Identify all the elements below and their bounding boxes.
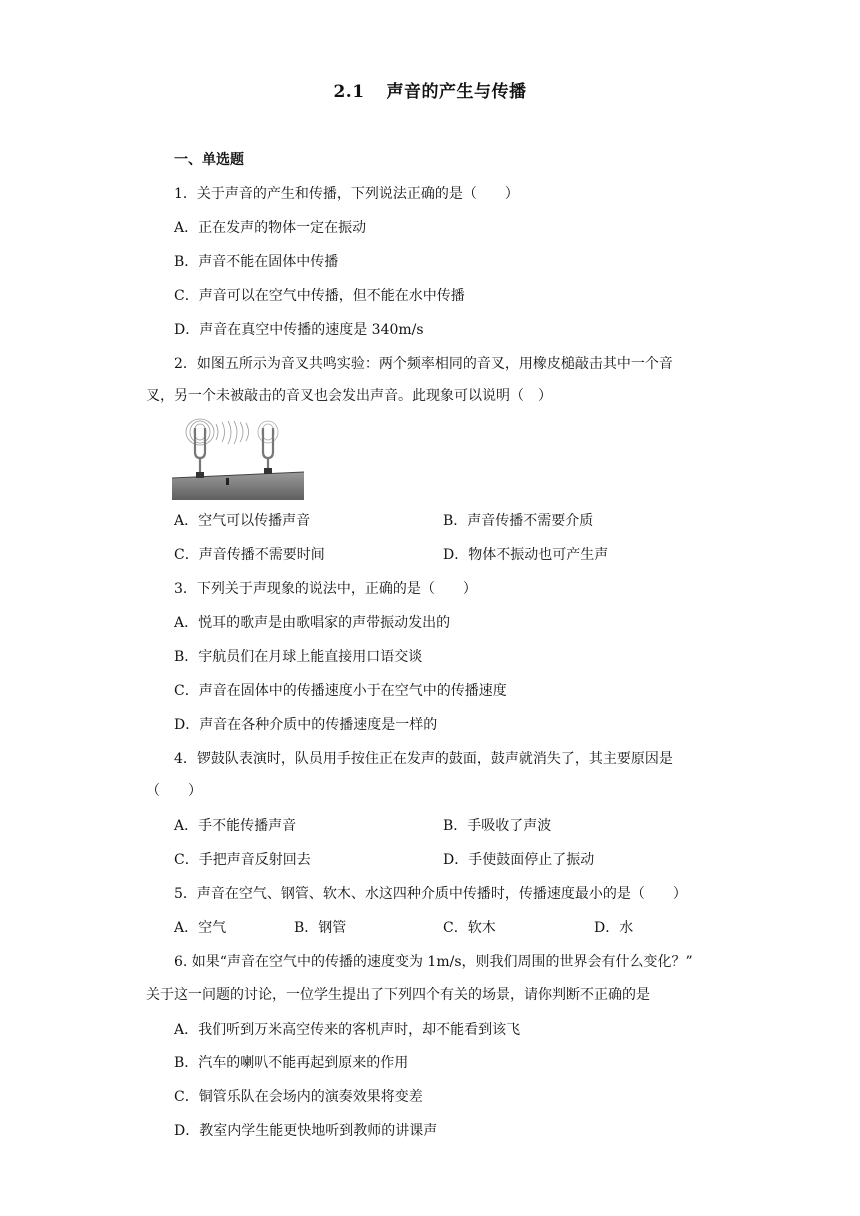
q3-option-d: D．声音在各种介质中的传播速度是一样的 [174, 717, 438, 733]
q2-option-a: A．空气可以传播声音 [174, 513, 311, 529]
page-title [0, 77, 860, 102]
q4-option-a: A．手不能传播声音 [174, 818, 297, 834]
q6-option-d: D．教室内学生能更快地听到教师的讲课声 [174, 1123, 438, 1139]
q4-stem-line2: （ ） [146, 783, 202, 799]
q2-stem-line2: 叉，另一个未被敲击的音叉也会发出声音。此现象可以说明（ ） [146, 388, 552, 404]
q3-option-c: C．声音在固体中的传播速度小于在空气中的传播速度 [174, 683, 507, 699]
title-text: 声音的产生与传播 [386, 82, 527, 102]
q6-stem-line1: 6. 如果“声音在空气中的传播的速度变为 1m/s，则我们周围的世界会有什么变化？” [174, 954, 693, 970]
q1-option-b: B．声音不能在固体中传播 [174, 254, 339, 270]
q2-option-d: D．物体不振动也可产生声 [443, 547, 609, 563]
q2-option-b: B．声音传播不需要介质 [443, 513, 594, 529]
q5-option-a: A．空气 [174, 920, 227, 936]
q5-option-d: D．水 [594, 920, 634, 936]
q1-option-c: C．声音可以在空气中传播，但不能在水中传播 [174, 288, 465, 304]
section-heading: 一、单选题 [174, 152, 244, 168]
q1-stem: 1．关于声音的产生和传播，下列说法正确的是（ ） [174, 186, 519, 202]
q5-option-b: B．钢管 [294, 920, 347, 936]
q5-option-c: C．软木 [443, 920, 496, 936]
q3-option-a: A．悦耳的歌声是由歌唱家的声带振动发出的 [174, 615, 451, 631]
q1-option-d: D．声音在真空中传播的速度是 340m/s [174, 322, 424, 338]
title-number: 2.1 [333, 82, 365, 102]
q6-option-c: C．铜管乐队在会场内的演奏效果将变差 [174, 1089, 423, 1105]
q2-stem-line1: 2．如图五所示为音叉共鸣实验：两个频率相同的音叉，用橡皮槌敲击其中一个音 [174, 356, 673, 372]
q3-stem: 3．下列关于声现象的说法中，正确的是（ ） [174, 581, 477, 597]
q5-stem: 5．声音在空气、钢管、软木、水这四种介质中传播时，传播速度最小的是（ ） [174, 886, 687, 902]
tuning-fork-figure [172, 418, 304, 500]
q4-option-b: B．手吸收了声波 [443, 818, 552, 834]
q4-stem-line1: 4．锣鼓队表演时，队员用手按住正在发声的鼓面，鼓声就消失了，其主要原因是 [174, 751, 673, 767]
q2-option-c: C．声音传播不需要时间 [174, 547, 325, 563]
q3-option-b: B．宇航员们在月球上能直接用口语交谈 [174, 649, 423, 665]
q4-option-c: C．手把声音反射回去 [174, 852, 311, 868]
q6-option-a: A．我们听到万米高空传来的客机声时，却不能看到该飞 [174, 1022, 521, 1038]
q6-stem-line2: 关于这一问题的讨论，一位学生提出了下列四个有关的场景，请你判断不正确的是 [146, 987, 650, 1003]
q4-option-d: D．手使鼓面停止了振动 [443, 852, 595, 868]
q1-option-a: A．正在发声的物体一定在振动 [174, 220, 367, 236]
q6-option-b: B．汽车的喇叭不能再起到原来的作用 [174, 1055, 409, 1071]
